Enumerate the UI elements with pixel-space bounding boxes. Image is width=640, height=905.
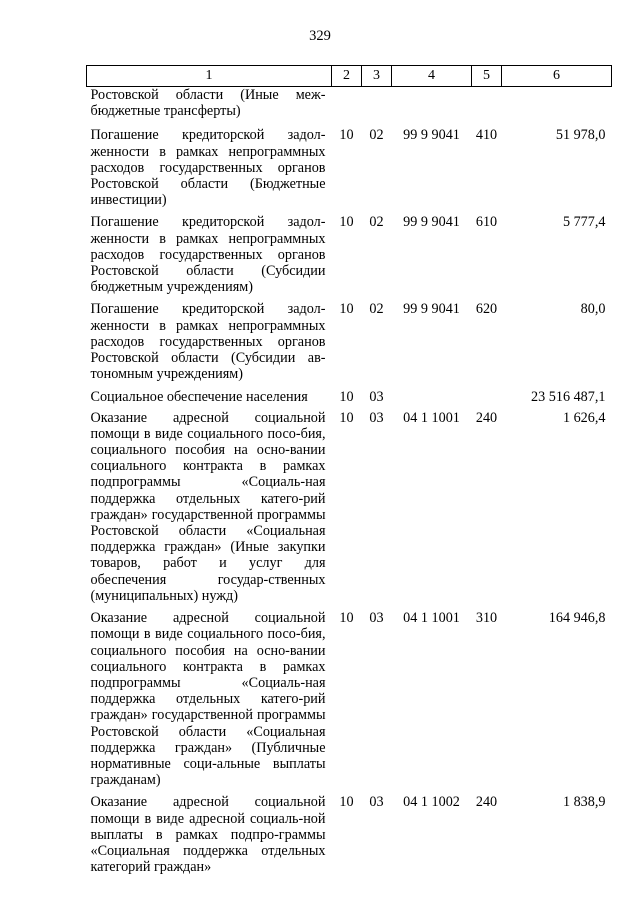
row-expense-type	[472, 87, 502, 128]
row-amount: 1 626,4	[562, 409, 606, 426]
table-row	[87, 794, 612, 881]
row-description: Оказание адресной социальной помощи в виде социального посо-бия, социального пособия на осно-вании социального контракта в рамках подпрограммы «Социаль-ная поддержка отдельных катего-рий граждан» государственной программы Ростовской области «Социальная поддержка граждан» (Публичные нормативные соци-альные выплаты гражданам)	[90, 610, 326, 789]
row-subsection-code	[362, 87, 392, 128]
budget-table	[86, 65, 612, 881]
row-section-code: 10	[339, 794, 354, 811]
row-expense-type: 240	[475, 409, 498, 426]
row-amount: 164 946,8	[548, 610, 606, 627]
row-amount: 80,0	[580, 301, 606, 318]
column-header-1: 1	[87, 66, 332, 87]
row-section-code: 10	[339, 389, 354, 406]
row-target-article: 04 1 1001	[403, 409, 460, 426]
row-section-code: 10	[339, 610, 354, 627]
table-row	[87, 301, 612, 388]
row-subsection-code: 02	[369, 127, 384, 144]
row-description: Ростовской области (Иные меж-бюджетные трансферты)	[90, 87, 326, 120]
table-row	[87, 127, 612, 214]
row-target-article: 04 1 1002	[403, 794, 460, 811]
row-expense-type: 410	[475, 127, 498, 144]
column-header-6: 6	[502, 66, 612, 87]
column-header-2: 2	[332, 66, 362, 87]
row-amount: 1 838,9	[562, 794, 606, 811]
row-section-code: 10	[339, 301, 354, 318]
row-expense-type: 310	[475, 610, 498, 627]
row-target-article: 99 9 9041	[403, 214, 460, 231]
row-section-code: 10	[339, 409, 354, 426]
row-subsection-code: 03	[369, 610, 384, 627]
row-description: Оказание адресной социальной помощи в виде социального посо-бия, социального пособия на осно-вании социального контракта в рамках подпрограммы «Социаль-ная поддержка отдельных катего-рий граждан» государственной программы Ростовской области «Социальная поддержка граждан» (Иные закупки товаров, работ и услуг для обеспечения государ-ственных (муниципальных) нужд)	[90, 409, 326, 604]
row-description: Оказание адресной социальной помощи в виде адресной социаль-ной выплаты в рамках подпро-граммы «Социальная поддержка отдельных категорий граждан»	[90, 794, 326, 876]
row-section-code	[332, 87, 362, 128]
row-amount: 51 978,0	[555, 127, 606, 144]
row-subsection-code: 03	[369, 389, 384, 406]
row-expense-type: 620	[475, 301, 498, 318]
row-amount: 23 516 487,1	[531, 389, 606, 406]
row-description: Погашение кредиторской задол-женности в рамках непрограммных расходов государственных органов Ростовской области (Бюджетные инвестиции)	[90, 127, 326, 209]
table-body	[87, 87, 612, 882]
column-header-5: 5	[472, 66, 502, 87]
table-row	[87, 388, 612, 409]
row-description: Социальное обеспечение населения	[90, 389, 308, 406]
row-target-article	[392, 87, 472, 128]
row-subsection-code: 03	[369, 794, 384, 811]
row-section-code: 10	[339, 214, 354, 231]
row-target-article	[392, 388, 472, 409]
row-section-code: 10	[339, 127, 354, 144]
row-target-article: 04 1 1001	[403, 610, 460, 627]
row-amount	[502, 87, 612, 128]
row-expense-type: 240	[475, 794, 498, 811]
row-amount: 5 777,4	[562, 214, 606, 231]
column-header-3: 3	[362, 66, 392, 87]
page-number: 329	[309, 28, 331, 44]
row-target-article: 99 9 9041	[403, 301, 460, 318]
table-row	[87, 87, 612, 128]
table-row	[87, 410, 612, 610]
row-subsection-code: 02	[369, 214, 384, 231]
table-row	[87, 610, 612, 794]
row-description: Погашение кредиторской задол-женности в рамках непрограммных расходов государственных органов Ростовской области (Субсидии ав-тономным учреждениям)	[90, 301, 326, 383]
table-row	[87, 214, 612, 301]
row-target-article: 99 9 9041	[403, 127, 460, 144]
row-expense-type: 610	[475, 214, 498, 231]
row-description: Погашение кредиторской задол-женности в рамках непрограммных расходов государственных органов Ростовской области (Субсидии бюджетным учреждениям)	[90, 214, 326, 296]
column-header-4: 4	[392, 66, 472, 87]
row-subsection-code: 03	[369, 409, 384, 426]
row-subsection-code: 02	[369, 301, 384, 318]
row-expense-type	[472, 388, 502, 409]
table-header	[87, 66, 612, 87]
